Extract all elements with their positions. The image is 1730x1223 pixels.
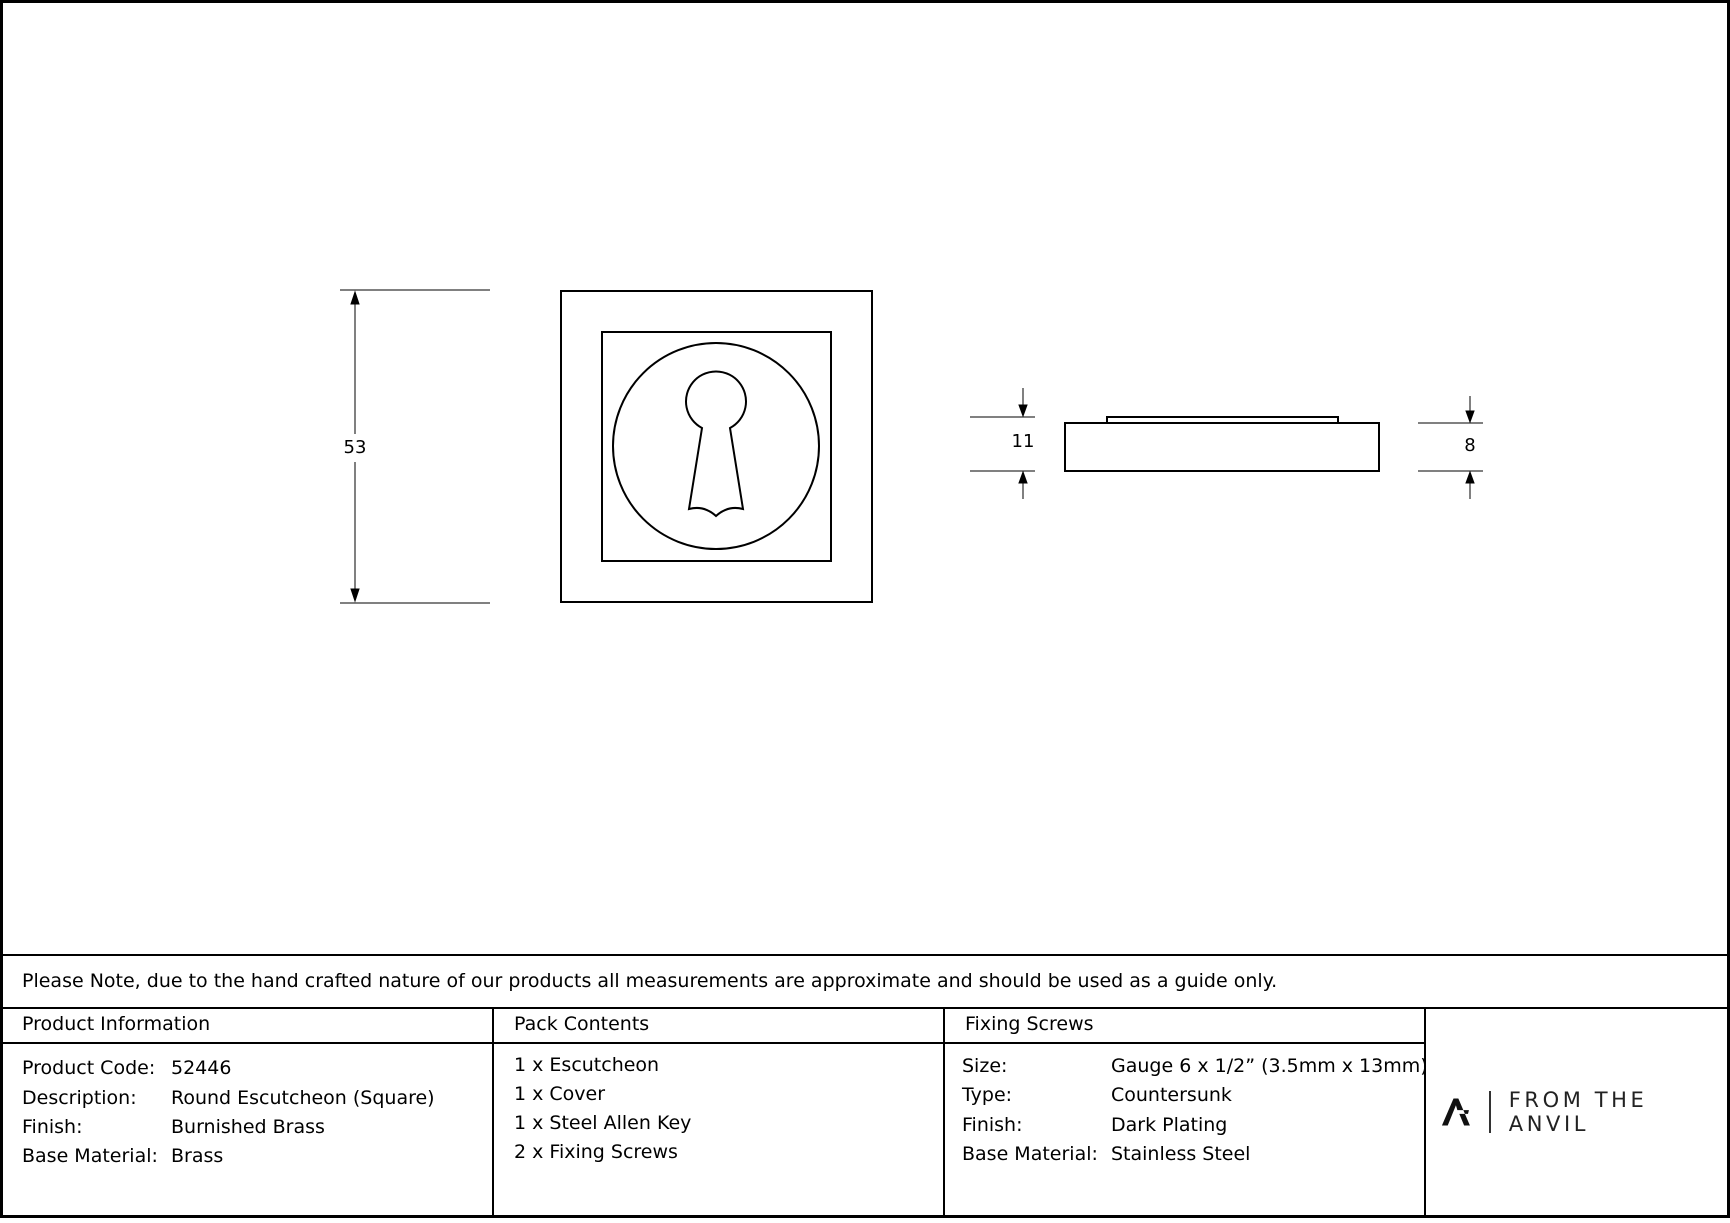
screw-size-value: Gauge 6 x 1/2” (3.5mm x 13mm) xyxy=(1111,1055,1428,1077)
escutcheon-front-view xyxy=(561,291,872,602)
list-item: 1 x Steel Allen Key xyxy=(514,1112,692,1134)
front-height-label: 53 xyxy=(343,437,367,458)
screw-type-value: Countersunk xyxy=(1111,1084,1232,1106)
screw-type-label: Type: xyxy=(962,1084,1013,1106)
side-total-label: 11 xyxy=(1011,431,1035,452)
finish-value: Burnished Brass xyxy=(171,1116,325,1138)
side-base-label: 8 xyxy=(1464,435,1476,456)
base-material-value: Brass xyxy=(171,1145,224,1167)
brand-name: FROM THE ANVIL xyxy=(1508,1088,1648,1136)
screw-material-value: Stainless Steel xyxy=(1111,1143,1251,1165)
list-item: 1 x Cover xyxy=(514,1083,606,1105)
screw-material-label: Base Material: xyxy=(962,1143,1098,1165)
keyhole-icon xyxy=(686,371,746,516)
brand-divider xyxy=(1489,1091,1491,1133)
screw-size-label: Size: xyxy=(962,1055,1008,1077)
screw-finish-value: Dark Plating xyxy=(1111,1114,1228,1136)
base-material-label: Base Material: xyxy=(22,1145,158,1167)
escutcheon-side-view xyxy=(1065,417,1379,471)
screw-finish-label: Finish: xyxy=(962,1114,1023,1136)
description-label: Description: xyxy=(22,1087,137,1109)
product-code-value: 52446 xyxy=(171,1057,232,1079)
product-code-label: Product Code: xyxy=(22,1057,156,1079)
fixing-screws-title: Fixing Screws xyxy=(965,1013,1094,1035)
pack-contents-title: Pack Contents xyxy=(514,1013,650,1035)
measurement-note: Please Note, due to the hand crafted nature of our products all measurements are approximate and should be used as a guide only. xyxy=(22,970,1278,992)
description-value: Round Escutcheon (Square) xyxy=(171,1087,435,1109)
anvil-logo-icon xyxy=(1440,1095,1473,1129)
brand-logo xyxy=(1440,1090,1730,1134)
list-item: 2 x Fixing Screws xyxy=(514,1141,678,1163)
product-information-title: Product Information xyxy=(22,1013,211,1035)
list-item: 1 x Escutcheon xyxy=(514,1054,660,1076)
finish-label: Finish: xyxy=(22,1116,83,1138)
